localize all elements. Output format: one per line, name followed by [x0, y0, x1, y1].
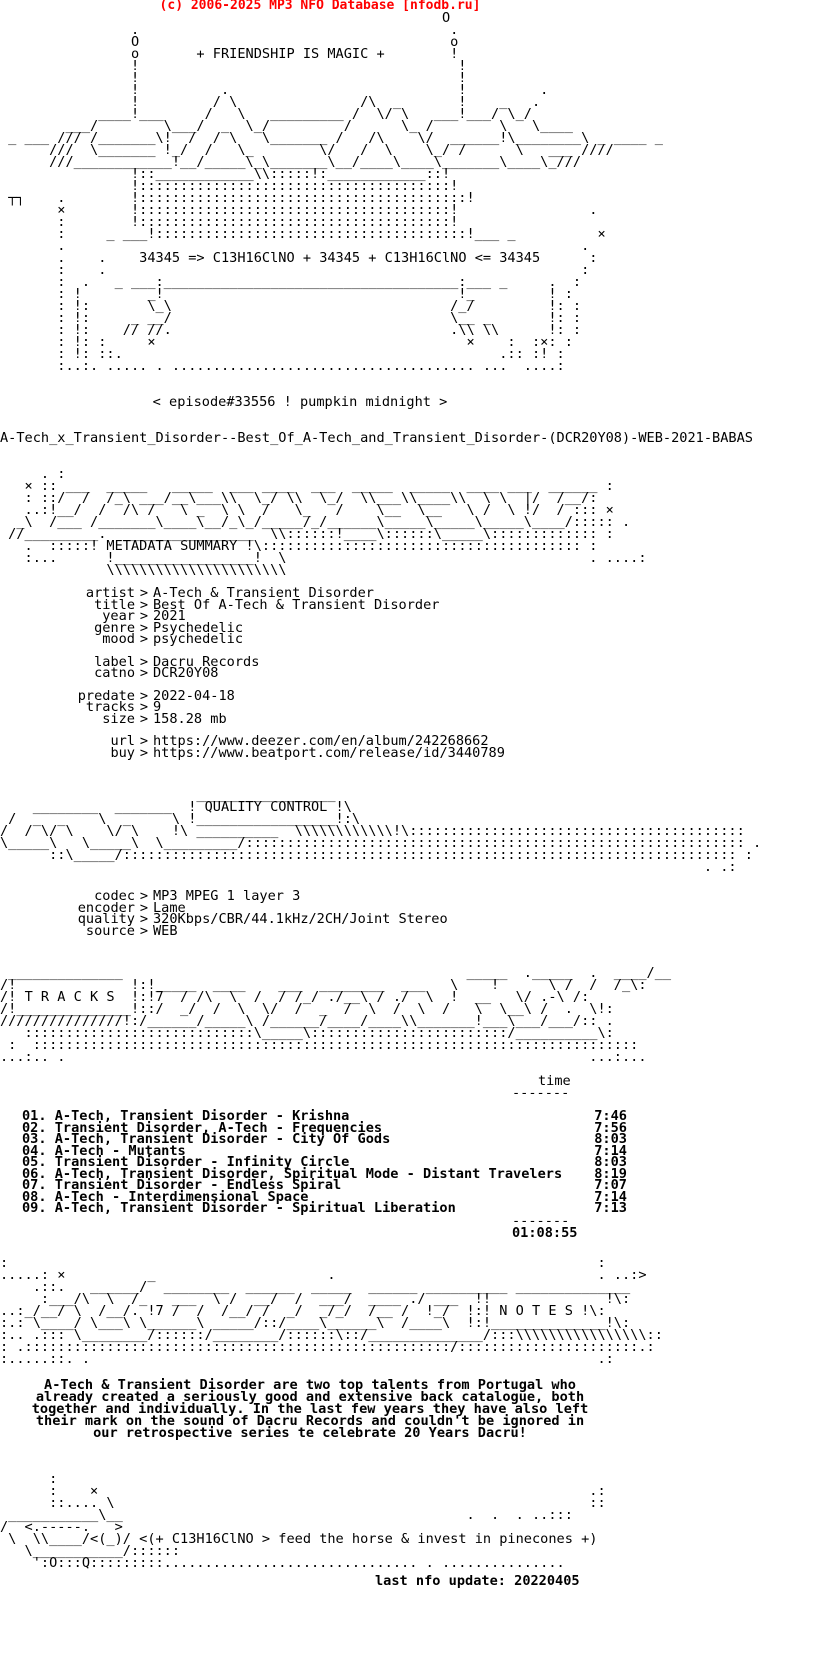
notes-line: together and individually. In the last few years they have also left: [31, 1400, 589, 1417]
notes-line: A-Tech & Transient Disorder are two top talents from Portugal who: [44, 1376, 576, 1393]
track-row-8: 08. A-Tech - Interdimensional Space 7:14: [22, 1188, 627, 1205]
meta-row-url: url > https://www.deezer.com/en/album/242268662: [110, 733, 489, 749]
formula-line: 34345 => C13H16ClNO + 34345 + C13H16ClNO <= 34345: [139, 250, 541, 266]
meta-row-genre: genre > Psychedelic: [94, 619, 244, 636]
time-rule-bottom: -------: [512, 1212, 570, 1229]
metadata-list: [0, 585, 840, 761]
notes-line: their mark on the sound of Dacru Records and couldn't be ignored in: [35, 1412, 585, 1429]
release-name: A-Tech_x_Transient_Disorder--Best_Of_A-Tech_and_Transient_Disorder-(DCR20Y08)-WEB-2021-BABAS: [0, 430, 753, 446]
metadata-title: METADATA SUMMARY: [106, 538, 238, 554]
meta-row-mood: mood > psychedelic: [102, 631, 244, 647]
logo-art-top: O . . O o o + FRIENDSHIP IS MAGIC + ! ! ! ! ! ! . ! . ! / \ /\ _ ! _ . ____!___ / \ _________ / \/ \ ___!___/ \_/ ___/ \___/ _ \_/ / \_ / \ \____ _ ___ /// /_______\! / / \ \_______ / /\ \/ ______!\________\ _ ____ _ /// \_______ !_/ / \_ \/ / \ \_/ / \ ___ //// ///____________!__/_____\_\_______\__/____\____\_______\____\_/// !::____________\\:::::!:____________::! !::::::::::::::::::::::::::::::::::::::! ┬┐ . !::::::::::::::::::::::::::::::::::::::::! × !::::::::::::::::::::::::::::::::::::::! . : !::::::::::::::::::::::::::::::::::::::! : _ ___!::::::::::::::::::::::::::::::::::::::!___ _ × . . . . 34345 => C13H16ClNO + 34345 + C13H16ClNO <= 34345 : : . : : . _ ___:____________________________________:___ _ . : : ! _! !_ ! : : !: \_\ /_/ !: : : !: _ __/ \__ _ !: : : !: // //. .\\ \\ !: : : !: : × × : :×: : : !: ::. .:: :! : :..:. ..... . ..................................... ... ....:: [8, 10, 663, 374]
last-update: last nfo update: 20220405: [375, 1572, 580, 1589]
quality-row-encoder: encoder > Lame: [77, 899, 186, 916]
quality-row-source: source > WEB: [85, 922, 178, 939]
buy-link[interactable]: https://www.beatport.com/release/id/3440789: [153, 744, 505, 761]
time-rule-top: -------: [512, 1085, 570, 1101]
meta-row-artist: artist > A-Tech & Transient Disorder: [85, 585, 374, 601]
url-link[interactable]: https://www.deezer.com/en/album/242268662: [153, 733, 489, 749]
tracks-header-art: ______________ _____ ._____ . ____/__ /! !:!_____ ____ ___ ________ ___ \ ! \ / / /_\: /! T R A C K S !:!7 / /\ \ / / /_/ ./__\ / ./ \ ! __ \/ .-\ /: /!______________!::/ _/ / \ \/ / _ / \ / \ / \ \__\ / . \!: ///////////////!:/______/_____\ /______/____/____\\_______!___\___/___/:: . ::::::::::::::::::::::::::::\_____\::::::::::::::::::::::::/__________\: : :::::::::::::::::::::::::::::::::::::::::::::::::::::::::::::::::::::::::: ...:.. . ...:...: [0, 965, 672, 1065]
quality-list: [0, 888, 840, 939]
track-row-2: 02. Transient Disorder, A-Tech - Frequencies 7:56: [22, 1119, 627, 1136]
quality-title: QUALITY CONTROL: [204, 799, 328, 815]
notes-body: [0, 1376, 620, 1441]
track-row-4: 04. A-Tech - Mutants 7:14: [22, 1142, 627, 1159]
quality-row-quality: quality > 320Kbps/CBR/44.1kHz/2CH/Joint Stereo: [77, 911, 448, 927]
meta-row-tracks: tracks > 9: [85, 699, 162, 715]
notes-title: N O T E S: [499, 1302, 573, 1319]
footer-art: : : × .: ::.... \ :: ___________\__ . . . ..::: / <.-----. > \ \\____/<(_)/ <(+ C13H16ClNO > feed the horse & invest in pinecones +) \___________/:::::: ':O:::Q:::::::::............................... . ...............: [0, 1470, 606, 1571]
track-row-9: 09. A-Tech, Transient Disorder - Spiritual Liberation 7:13: [22, 1200, 627, 1216]
meta-row-year: year > 2021: [102, 608, 186, 624]
notes-header-art: : : .....: × _ . . ..:> .::. ______/ ________ ______ _____ ______ __________ ______________ :___/\ \ /_ ___ \ / __/ / ___/ ____ ./ ___ !! !\: ..:_/__/ \ /__/. !7 / / /__/ / _/ _/_/ /__ / !_/ !:! N O T E S !\: :.: \____/ \___\ \______\ _____/::/____\______\ /____\ !:!______________!\: :.. .::: \________/::::::/________/::::::\::/______________/:::\\\\\\\\\\\\\\\\:: : .::::::::::::::::::::::::::::::::::::::::::::::::::::/::::::::::::::::::::::.: :.....::. . .:: [0, 1254, 663, 1367]
notes-line: already created a seriously good and extensive back catalogue, both: [35, 1388, 585, 1405]
meta-row-buy: buy > https://www.beatport.com/release/id/3440789: [110, 744, 505, 761]
meta-row-size: size > 158.28 mb: [102, 710, 227, 727]
meta-row-title: title > Best Of A-Tech & Transient Disorder: [94, 596, 440, 613]
track-list: [0, 1108, 840, 1216]
quality-header-art: _________________ ________ _______ ! QUALITY CONTROL !\ / _ _ \ _ \ !_________________!:\ / / \/ \ \/ \ !\ __________ \\\\\\\\\\\\!\::::::::::::::::::::::::::::::::::::::::: \_____\ \_____\ \_________/::::::::::::::::::::::::::::::::::::::::::::::::::::::::::::: . ::\_____/::::::::::::::::::::::::::::::::::::::::::::::::::::::::::::::::::::::::::: : . .:: [0, 787, 762, 875]
track-row-5: 05. Transient Disorder - Infinity Circle 8:03: [22, 1154, 627, 1170]
notes-line: our retrospective series te celebrate 20 Years Dacru!: [93, 1424, 527, 1441]
meta-row-catno: catno > DCR20Y08: [94, 665, 219, 681]
quality-row-codec: codec > MP3 MPEG 1 layer 3: [94, 888, 301, 904]
metadata-header-art: . : × :: ___ _____ _____ ___ ____ ___ _____ _____ ____ ___ ______ : : ::/ / /_\ ___/__\___\\ \_/ \\ \_/ \\___\\____\\ \ \ |/ /__/: ..:!__/ / /\ / \ _ \ \ / \_ / \__ \__ \ / \ !/ / ::: × _\ /___ /_______\____\__/_\_/_____/_/______\_____\_____\_____\____/::::: . //_________. ________________ \\::::::!____\::::::\_____\::::::::::::: : . :::::! METADATA SUMMARY !\::::::::::::::::::::::::::::::::::::::: : :... !_________________! \ . ....: \\\\\\\\\\\\\\\\\\\\\\: [8, 466, 647, 578]
total-time: 01:08:55: [512, 1224, 578, 1241]
track-row-1: 01. A-Tech, Transient Disorder - Krishna 7:46: [22, 1108, 627, 1124]
meta-row-predate: predate > 2022-04-18: [77, 687, 235, 704]
tracks-title: T R A C K S: [24, 989, 115, 1005]
time-header: time: [538, 1073, 571, 1089]
track-row-6: 06. A-Tech, Transient Disorder, Spiritual Mode - Distant Travelers 8:19: [22, 1165, 627, 1182]
meta-row-label: label > Dacru Records: [94, 653, 260, 670]
episode-line: < episode#33556 ! pumpkin midnight >: [152, 394, 448, 410]
footer-slogan: <(+ C13H16ClNO > feed the horse & invest in pinecones +): [139, 1530, 598, 1547]
copyright-banner: (c) 2006-2025 MP3 NFO Database [nfodb.ru]: [159, 0, 481, 13]
tagline: + FRIENDSHIP IS MAGIC +: [196, 46, 385, 62]
track-row-7: 07. Transient Disorder - Endless Spiral 7:07: [22, 1177, 627, 1193]
track-row-3: 03. A-Tech, Transient Disorder - City Of Gods 8:03: [22, 1131, 627, 1147]
